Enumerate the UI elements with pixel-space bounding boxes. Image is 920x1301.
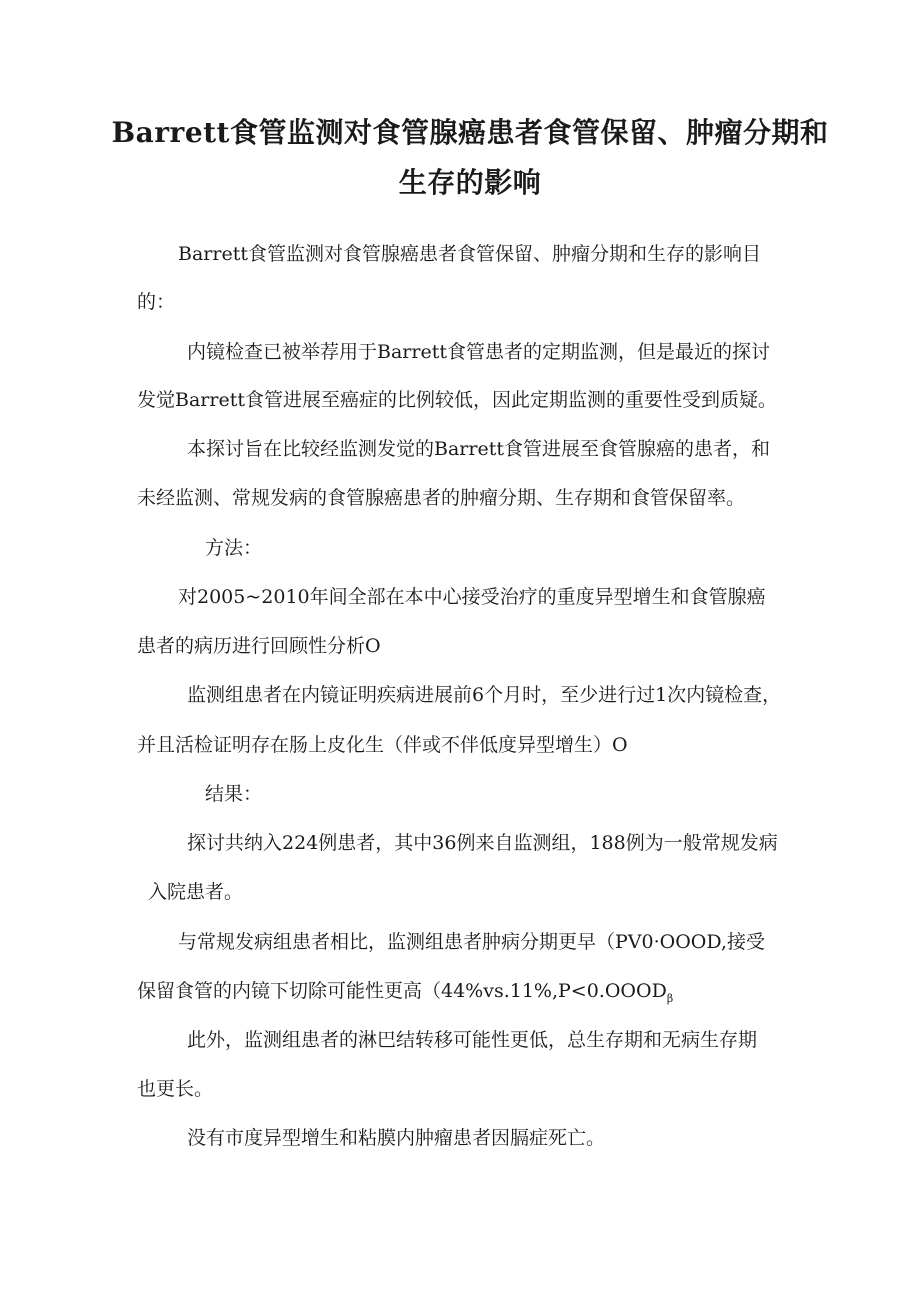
document-title-line-1: Barrett食管监测对食管腺癌患者食管保留、肿瘤分期和 [111, 116, 829, 149]
body-line: Barrett食管监测对食管腺癌患者食管保留、肿瘤分期和生存的影响目 [178, 243, 761, 265]
body-line: 此外，监测组患者的淋巴结转移可能性更低，总生存期和无病生存期 [187, 1029, 758, 1051]
body-line: 内镜检查已被举荐用于Barrett食管患者的定期监测，但是最近的探讨 [187, 341, 770, 363]
body-line [137, 978, 673, 1012]
body-line: 也更长。 [137, 1078, 214, 1100]
body-line-text: 保留食管的内镜下切除可能性更高（44%vs.11%,P<0.OOOD [137, 980, 667, 1002]
body-line: 并且活检证明存在肠上皮化生（伴或不伴低度异型增生）O [137, 734, 628, 756]
body-line: 的： [137, 291, 176, 313]
body-line: 未经监测、常规发病的食管腺癌患者的肿瘤分期、生存期和食管保留率。 [137, 487, 746, 509]
subscript-mark: β [666, 991, 674, 1005]
section-heading: 方法： [205, 537, 263, 559]
section-heading: 结果： [205, 783, 263, 805]
body-line: 本探讨旨在比较经监测发觉的Barrett食管进展至食管腺癌的患者，和 [187, 438, 770, 460]
body-line: 与常规发病组患者相比，监测组患者肿病分期更早（PV0·OOOD,接受 [178, 931, 765, 953]
body-line: 发觉Barrett食管进展至癌症的比例较低，因此定期监测的重要性受到质疑。 [137, 389, 777, 411]
body-line: 探讨共纳入224例患者，其中36例来自监测组，188例为一般常规发病 [187, 832, 778, 854]
body-line: 患者的病历进行回顾性分析O [137, 635, 381, 657]
body-line: 入院患者。 [148, 881, 244, 903]
body-line: 监测组患者在内镜证明疾病进展前6个月时，至少进行过1次内镜检查， [187, 684, 782, 706]
body-line: 对2005~2010年间全部在本中心接受治疗的重度异型增生和食管腺癌 [178, 586, 766, 608]
body-line: 没有市度异型增生和粘膜内肿瘤患者因膈症死亡。 [187, 1127, 606, 1149]
document-title-line-2: 生存的影响 [398, 166, 542, 199]
